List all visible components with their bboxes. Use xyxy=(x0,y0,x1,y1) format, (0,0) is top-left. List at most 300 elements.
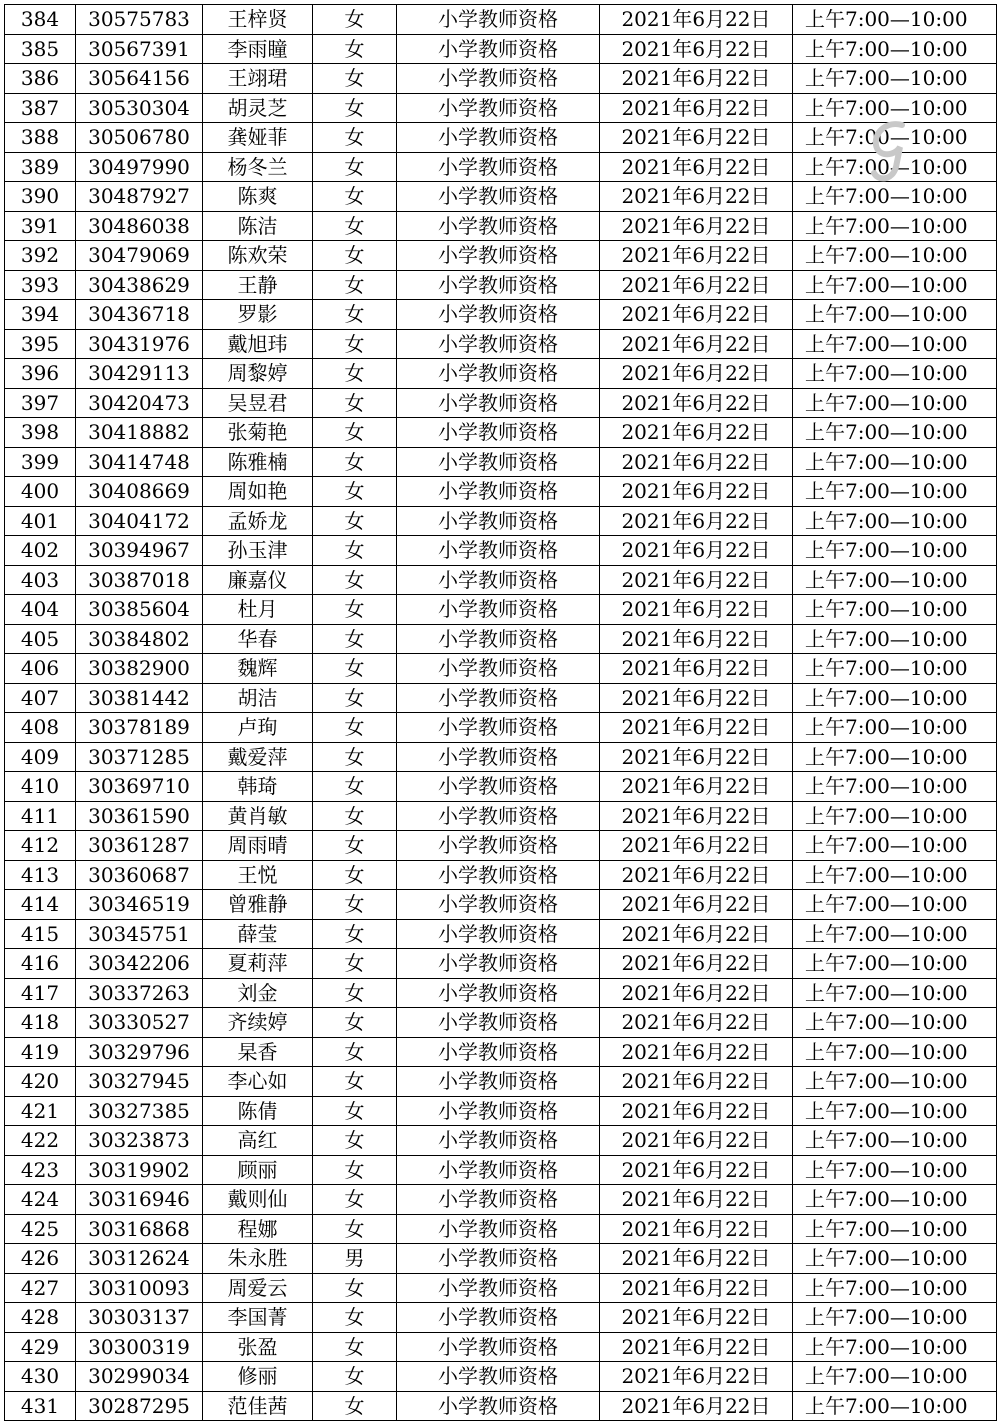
gender-cell: 女 xyxy=(313,329,397,359)
candidate-name-cell: 朱永胜 xyxy=(203,1244,313,1274)
exam-date-cell: 2021年6月22日 xyxy=(600,1391,793,1421)
gender-cell: 女 xyxy=(313,211,397,241)
row-number-cell: 404 xyxy=(5,595,76,625)
row-number-cell: 393 xyxy=(5,270,76,300)
roster-sheet xyxy=(4,4,996,1420)
exam-time-cell: 上午7:00—10:00 xyxy=(793,477,997,507)
candidate-id-cell: 30414748 xyxy=(76,447,203,477)
candidate-id-cell: 30360687 xyxy=(76,860,203,890)
table-row xyxy=(5,1008,997,1038)
exam-time-cell: 上午7:00—10:00 xyxy=(793,300,997,330)
exam-type-cell: 小学教师资格 xyxy=(397,919,600,949)
exam-time-cell: 上午7:00—10:00 xyxy=(793,182,997,212)
exam-date-cell: 2021年6月22日 xyxy=(600,831,793,861)
candidate-name-cell: 周雨晴 xyxy=(203,831,313,861)
candidate-name-cell: 薛莹 xyxy=(203,919,313,949)
candidate-name-cell: 张菊艳 xyxy=(203,418,313,448)
candidate-name-cell: 李心如 xyxy=(203,1067,313,1097)
exam-date-cell: 2021年6月22日 xyxy=(600,241,793,271)
row-number-cell: 408 xyxy=(5,713,76,743)
exam-date-cell: 2021年6月22日 xyxy=(600,152,793,182)
exam-time-cell: 上午7:00—10:00 xyxy=(793,1332,997,1362)
candidate-id-cell: 30479069 xyxy=(76,241,203,271)
gender-cell: 女 xyxy=(313,654,397,684)
exam-date-cell: 2021年6月22日 xyxy=(600,1126,793,1156)
table-row xyxy=(5,624,997,654)
table-row xyxy=(5,270,997,300)
candidate-name-cell: 吴昱君 xyxy=(203,388,313,418)
table-row xyxy=(5,5,997,35)
gender-cell: 女 xyxy=(313,477,397,507)
exam-time-cell: 上午7:00—10:00 xyxy=(793,683,997,713)
candidate-id-cell: 30404172 xyxy=(76,506,203,536)
gender-cell: 女 xyxy=(313,978,397,1008)
exam-date-cell: 2021年6月22日 xyxy=(600,801,793,831)
candidate-id-cell: 30312624 xyxy=(76,1244,203,1274)
candidate-name-cell: 王梓贤 xyxy=(203,5,313,35)
row-number-cell: 428 xyxy=(5,1303,76,1333)
candidate-name-cell: 华春 xyxy=(203,624,313,654)
row-number-cell: 430 xyxy=(5,1362,76,1392)
candidate-name-cell: 戴旭玮 xyxy=(203,329,313,359)
exam-date-cell: 2021年6月22日 xyxy=(600,978,793,1008)
exam-time-cell: 上午7:00—10:00 xyxy=(793,595,997,625)
exam-time-cell: 上午7:00—10:00 xyxy=(793,1126,997,1156)
row-number-cell: 411 xyxy=(5,801,76,831)
candidate-id-cell: 30323873 xyxy=(76,1126,203,1156)
candidate-name-cell: 周黎婷 xyxy=(203,359,313,389)
table-row xyxy=(5,1273,997,1303)
candidate-name-cell: 孙玉津 xyxy=(203,536,313,566)
row-number-cell: 417 xyxy=(5,978,76,1008)
candidate-id-cell: 30361287 xyxy=(76,831,203,861)
gender-cell: 女 xyxy=(313,1185,397,1215)
row-number-cell: 397 xyxy=(5,388,76,418)
candidate-name-cell: 孟娇龙 xyxy=(203,506,313,536)
exam-type-cell: 小学教师资格 xyxy=(397,447,600,477)
row-number-cell: 421 xyxy=(5,1096,76,1126)
exam-type-cell: 小学教师资格 xyxy=(397,152,600,182)
candidate-id-cell: 30575783 xyxy=(76,5,203,35)
gender-cell: 女 xyxy=(313,801,397,831)
table-row xyxy=(5,1214,997,1244)
exam-type-cell: 小学教师资格 xyxy=(397,477,600,507)
gender-cell: 女 xyxy=(313,1096,397,1126)
exam-time-cell: 上午7:00—10:00 xyxy=(793,654,997,684)
gender-cell: 女 xyxy=(313,595,397,625)
candidate-table-body xyxy=(5,5,997,1421)
table-row xyxy=(5,447,997,477)
exam-date-cell: 2021年6月22日 xyxy=(600,182,793,212)
candidate-name-cell: 戴爱萍 xyxy=(203,742,313,772)
row-number-cell: 402 xyxy=(5,536,76,566)
exam-type-cell: 小学教师资格 xyxy=(397,1155,600,1185)
candidate-id-cell: 30345751 xyxy=(76,919,203,949)
exam-type-cell: 小学教师资格 xyxy=(397,949,600,979)
gender-cell: 女 xyxy=(313,536,397,566)
row-number-cell: 400 xyxy=(5,477,76,507)
exam-date-cell: 2021年6月22日 xyxy=(600,949,793,979)
candidate-name-cell: 杲香 xyxy=(203,1037,313,1067)
exam-time-cell: 上午7:00—10:00 xyxy=(793,949,997,979)
candidate-id-cell: 30382900 xyxy=(76,654,203,684)
gender-cell: 女 xyxy=(313,123,397,153)
exam-time-cell: 上午7:00—10:00 xyxy=(793,919,997,949)
exam-type-cell: 小学教师资格 xyxy=(397,241,600,271)
exam-type-cell: 小学教师资格 xyxy=(397,831,600,861)
exam-type-cell: 小学教师资格 xyxy=(397,742,600,772)
row-number-cell: 396 xyxy=(5,359,76,389)
candidate-id-cell: 30387018 xyxy=(76,565,203,595)
exam-time-cell: 上午7:00—10:00 xyxy=(793,624,997,654)
exam-time-cell: 上午7:00—10:00 xyxy=(793,831,997,861)
exam-time-cell: 上午7:00—10:00 xyxy=(793,93,997,123)
row-number-cell: 425 xyxy=(5,1214,76,1244)
table-row xyxy=(5,359,997,389)
row-number-cell: 385 xyxy=(5,34,76,64)
exam-type-cell: 小学教师资格 xyxy=(397,182,600,212)
exam-time-cell: 上午7:00—10:00 xyxy=(793,1391,997,1421)
candidate-name-cell: 夏莉萍 xyxy=(203,949,313,979)
exam-date-cell: 2021年6月22日 xyxy=(600,329,793,359)
candidate-id-cell: 30567391 xyxy=(76,34,203,64)
candidate-id-cell: 30287295 xyxy=(76,1391,203,1421)
exam-time-cell: 上午7:00—10:00 xyxy=(793,978,997,1008)
exam-time-cell: 上午7:00—10:00 xyxy=(793,152,997,182)
row-number-cell: 413 xyxy=(5,860,76,890)
row-number-cell: 420 xyxy=(5,1067,76,1097)
exam-time-cell: 上午7:00—10:00 xyxy=(793,211,997,241)
exam-type-cell: 小学教师资格 xyxy=(397,978,600,1008)
table-row xyxy=(5,713,997,743)
row-number-cell: 398 xyxy=(5,418,76,448)
candidate-id-cell: 30369710 xyxy=(76,772,203,802)
candidate-name-cell: 范佳茜 xyxy=(203,1391,313,1421)
exam-date-cell: 2021年6月22日 xyxy=(600,1037,793,1067)
gender-cell: 女 xyxy=(313,772,397,802)
gender-cell: 女 xyxy=(313,831,397,861)
exam-time-cell: 上午7:00—10:00 xyxy=(793,1303,997,1333)
candidate-id-cell: 30303137 xyxy=(76,1303,203,1333)
candidate-name-cell: 陈雅楠 xyxy=(203,447,313,477)
candidate-id-cell: 30506780 xyxy=(76,123,203,153)
row-number-cell: 388 xyxy=(5,123,76,153)
exam-time-cell: 上午7:00—10:00 xyxy=(793,447,997,477)
candidate-name-cell: 陈倩 xyxy=(203,1096,313,1126)
exam-type-cell: 小学教师资格 xyxy=(397,1273,600,1303)
gender-cell: 男 xyxy=(313,1244,397,1274)
candidate-id-cell: 30310093 xyxy=(76,1273,203,1303)
table-row xyxy=(5,919,997,949)
table-row xyxy=(5,388,997,418)
row-number-cell: 414 xyxy=(5,890,76,920)
row-number-cell: 422 xyxy=(5,1126,76,1156)
candidate-name-cell: 韩琦 xyxy=(203,772,313,802)
table-row xyxy=(5,565,997,595)
exam-type-cell: 小学教师资格 xyxy=(397,506,600,536)
exam-time-cell: 上午7:00—10:00 xyxy=(793,1244,997,1274)
gender-cell: 女 xyxy=(313,713,397,743)
exam-date-cell: 2021年6月22日 xyxy=(600,919,793,949)
candidate-name-cell: 陈爽 xyxy=(203,182,313,212)
exam-type-cell: 小学教师资格 xyxy=(397,683,600,713)
row-number-cell: 401 xyxy=(5,506,76,536)
row-number-cell: 409 xyxy=(5,742,76,772)
exam-time-cell: 上午7:00—10:00 xyxy=(793,801,997,831)
gender-cell: 女 xyxy=(313,1362,397,1392)
gender-cell: 女 xyxy=(313,1067,397,1097)
row-number-cell: 407 xyxy=(5,683,76,713)
row-number-cell: 410 xyxy=(5,772,76,802)
row-number-cell: 427 xyxy=(5,1273,76,1303)
exam-type-cell: 小学教师资格 xyxy=(397,890,600,920)
exam-type-cell: 小学教师资格 xyxy=(397,388,600,418)
table-row xyxy=(5,1067,997,1097)
gender-cell: 女 xyxy=(313,1008,397,1038)
exam-time-cell: 上午7:00—10:00 xyxy=(793,1155,997,1185)
gender-cell: 女 xyxy=(313,565,397,595)
exam-date-cell: 2021年6月22日 xyxy=(600,1362,793,1392)
exam-time-cell: 上午7:00—10:00 xyxy=(793,890,997,920)
row-number-cell: 416 xyxy=(5,949,76,979)
row-number-cell: 424 xyxy=(5,1185,76,1215)
candidate-id-cell: 30497990 xyxy=(76,152,203,182)
exam-type-cell: 小学教师资格 xyxy=(397,359,600,389)
exam-date-cell: 2021年6月22日 xyxy=(600,388,793,418)
candidate-name-cell: 王翊珺 xyxy=(203,64,313,94)
exam-time-cell: 上午7:00—10:00 xyxy=(793,860,997,890)
exam-date-cell: 2021年6月22日 xyxy=(600,1096,793,1126)
candidate-id-cell: 30438629 xyxy=(76,270,203,300)
gender-cell: 女 xyxy=(313,64,397,94)
gender-cell: 女 xyxy=(313,506,397,536)
exam-time-cell: 上午7:00—10:00 xyxy=(793,123,997,153)
exam-date-cell: 2021年6月22日 xyxy=(600,1067,793,1097)
table-row xyxy=(5,1185,997,1215)
exam-type-cell: 小学教师资格 xyxy=(397,300,600,330)
exam-type-cell: 小学教师资格 xyxy=(397,34,600,64)
exam-type-cell: 小学教师资格 xyxy=(397,713,600,743)
table-row xyxy=(5,683,997,713)
candidate-name-cell: 王静 xyxy=(203,270,313,300)
row-number-cell: 399 xyxy=(5,447,76,477)
candidate-id-cell: 30299034 xyxy=(76,1362,203,1392)
exam-date-cell: 2021年6月22日 xyxy=(600,270,793,300)
table-row xyxy=(5,890,997,920)
candidate-name-cell: 齐续婷 xyxy=(203,1008,313,1038)
candidate-id-cell: 30530304 xyxy=(76,93,203,123)
candidate-id-cell: 30487927 xyxy=(76,182,203,212)
gender-cell: 女 xyxy=(313,241,397,271)
exam-time-cell: 上午7:00—10:00 xyxy=(793,1067,997,1097)
candidate-name-cell: 周如艳 xyxy=(203,477,313,507)
exam-type-cell: 小学教师资格 xyxy=(397,624,600,654)
exam-type-cell: 小学教师资格 xyxy=(397,5,600,35)
table-row xyxy=(5,801,997,831)
exam-date-cell: 2021年6月22日 xyxy=(600,506,793,536)
exam-time-cell: 上午7:00—10:00 xyxy=(793,565,997,595)
exam-date-cell: 2021年6月22日 xyxy=(600,5,793,35)
table-row xyxy=(5,1391,997,1421)
candidate-id-cell: 30371285 xyxy=(76,742,203,772)
exam-type-cell: 小学教师资格 xyxy=(397,1126,600,1156)
exam-date-cell: 2021年6月22日 xyxy=(600,1008,793,1038)
exam-type-cell: 小学教师资格 xyxy=(397,270,600,300)
row-number-cell: 391 xyxy=(5,211,76,241)
table-row xyxy=(5,34,997,64)
candidate-id-cell: 30381442 xyxy=(76,683,203,713)
exam-time-cell: 上午7:00—10:00 xyxy=(793,270,997,300)
exam-date-cell: 2021年6月22日 xyxy=(600,742,793,772)
gender-cell: 女 xyxy=(313,5,397,35)
candidate-id-cell: 30316868 xyxy=(76,1214,203,1244)
gender-cell: 女 xyxy=(313,1332,397,1362)
table-row xyxy=(5,152,997,182)
gender-cell: 女 xyxy=(313,919,397,949)
exam-type-cell: 小学教师资格 xyxy=(397,860,600,890)
row-number-cell: 386 xyxy=(5,64,76,94)
candidate-name-cell: 周爱云 xyxy=(203,1273,313,1303)
gender-cell: 女 xyxy=(313,1391,397,1421)
exam-date-cell: 2021年6月22日 xyxy=(600,211,793,241)
exam-time-cell: 上午7:00—10:00 xyxy=(793,742,997,772)
exam-type-cell: 小学教师资格 xyxy=(397,1391,600,1421)
row-number-cell: 431 xyxy=(5,1391,76,1421)
candidate-id-cell: 30394967 xyxy=(76,536,203,566)
table-row xyxy=(5,654,997,684)
exam-date-cell: 2021年6月22日 xyxy=(600,1303,793,1333)
table-row xyxy=(5,978,997,1008)
candidate-name-cell: 李雨瞳 xyxy=(203,34,313,64)
exam-type-cell: 小学教师资格 xyxy=(397,64,600,94)
exam-type-cell: 小学教师资格 xyxy=(397,418,600,448)
table-row xyxy=(5,241,997,271)
gender-cell: 女 xyxy=(313,270,397,300)
row-number-cell: 384 xyxy=(5,5,76,35)
gender-cell: 女 xyxy=(313,1155,397,1185)
candidate-name-cell: 胡灵芝 xyxy=(203,93,313,123)
candidate-name-cell: 杜月 xyxy=(203,595,313,625)
table-row xyxy=(5,1303,997,1333)
exam-time-cell: 上午7:00—10:00 xyxy=(793,34,997,64)
exam-date-cell: 2021年6月22日 xyxy=(600,1244,793,1274)
candidate-name-cell: 杨冬兰 xyxy=(203,152,313,182)
exam-type-cell: 小学教师资格 xyxy=(397,1008,600,1038)
candidate-table xyxy=(4,4,997,1421)
table-row xyxy=(5,1362,997,1392)
exam-type-cell: 小学教师资格 xyxy=(397,1362,600,1392)
exam-date-cell: 2021年6月22日 xyxy=(600,595,793,625)
row-number-cell: 415 xyxy=(5,919,76,949)
table-row xyxy=(5,300,997,330)
table-row xyxy=(5,860,997,890)
gender-cell: 女 xyxy=(313,388,397,418)
table-row xyxy=(5,1332,997,1362)
gender-cell: 女 xyxy=(313,1037,397,1067)
candidate-name-cell: 陈欢荣 xyxy=(203,241,313,271)
candidate-name-cell: 高红 xyxy=(203,1126,313,1156)
exam-type-cell: 小学教师资格 xyxy=(397,211,600,241)
exam-type-cell: 小学教师资格 xyxy=(397,1332,600,1362)
exam-type-cell: 小学教师资格 xyxy=(397,1067,600,1097)
exam-time-cell: 上午7:00—10:00 xyxy=(793,1037,997,1067)
exam-time-cell: 上午7:00—10:00 xyxy=(793,1214,997,1244)
candidate-id-cell: 30327945 xyxy=(76,1067,203,1097)
candidate-name-cell: 罗影 xyxy=(203,300,313,330)
table-row xyxy=(5,506,997,536)
table-row xyxy=(5,64,997,94)
table-row xyxy=(5,93,997,123)
row-number-cell: 395 xyxy=(5,329,76,359)
exam-date-cell: 2021年6月22日 xyxy=(600,477,793,507)
exam-type-cell: 小学教师资格 xyxy=(397,1037,600,1067)
candidate-id-cell: 30346519 xyxy=(76,890,203,920)
table-row xyxy=(5,1155,997,1185)
exam-time-cell: 上午7:00—10:00 xyxy=(793,241,997,271)
gender-cell: 女 xyxy=(313,300,397,330)
gender-cell: 女 xyxy=(313,1273,397,1303)
exam-date-cell: 2021年6月22日 xyxy=(600,418,793,448)
gender-cell: 女 xyxy=(313,742,397,772)
exam-time-cell: 上午7:00—10:00 xyxy=(793,713,997,743)
exam-time-cell: 上午7:00—10:00 xyxy=(793,506,997,536)
exam-date-cell: 2021年6月22日 xyxy=(600,860,793,890)
exam-time-cell: 上午7:00—10:00 xyxy=(793,772,997,802)
gender-cell: 女 xyxy=(313,152,397,182)
row-number-cell: 406 xyxy=(5,654,76,684)
exam-type-cell: 小学教师资格 xyxy=(397,1303,600,1333)
table-row xyxy=(5,536,997,566)
row-number-cell: 412 xyxy=(5,831,76,861)
exam-date-cell: 2021年6月22日 xyxy=(600,64,793,94)
exam-date-cell: 2021年6月22日 xyxy=(600,359,793,389)
exam-type-cell: 小学教师资格 xyxy=(397,772,600,802)
exam-date-cell: 2021年6月22日 xyxy=(600,1273,793,1303)
candidate-id-cell: 30436718 xyxy=(76,300,203,330)
table-row xyxy=(5,1096,997,1126)
exam-time-cell: 上午7:00—10:00 xyxy=(793,1008,997,1038)
candidate-name-cell: 龚娅菲 xyxy=(203,123,313,153)
exam-type-cell: 小学教师资格 xyxy=(397,93,600,123)
gender-cell: 女 xyxy=(313,1303,397,1333)
table-row xyxy=(5,477,997,507)
exam-type-cell: 小学教师资格 xyxy=(397,565,600,595)
row-number-cell: 392 xyxy=(5,241,76,271)
table-row xyxy=(5,1037,997,1067)
candidate-id-cell: 30337263 xyxy=(76,978,203,1008)
candidate-name-cell: 曾雅静 xyxy=(203,890,313,920)
exam-date-cell: 2021年6月22日 xyxy=(600,1214,793,1244)
row-number-cell: 389 xyxy=(5,152,76,182)
table-row xyxy=(5,831,997,861)
exam-time-cell: 上午7:00—10:00 xyxy=(793,329,997,359)
exam-type-cell: 小学教师资格 xyxy=(397,595,600,625)
candidate-id-cell: 30329796 xyxy=(76,1037,203,1067)
gender-cell: 女 xyxy=(313,624,397,654)
exam-date-cell: 2021年6月22日 xyxy=(600,1185,793,1215)
exam-type-cell: 小学教师资格 xyxy=(397,801,600,831)
candidate-id-cell: 30384802 xyxy=(76,624,203,654)
candidate-name-cell: 李国菁 xyxy=(203,1303,313,1333)
exam-time-cell: 上午7:00—10:00 xyxy=(793,388,997,418)
row-number-cell: 390 xyxy=(5,182,76,212)
exam-date-cell: 2021年6月22日 xyxy=(600,624,793,654)
exam-time-cell: 上午7:00—10:00 xyxy=(793,359,997,389)
exam-date-cell: 2021年6月22日 xyxy=(600,536,793,566)
table-row xyxy=(5,1126,997,1156)
candidate-id-cell: 30330527 xyxy=(76,1008,203,1038)
gender-cell: 女 xyxy=(313,34,397,64)
